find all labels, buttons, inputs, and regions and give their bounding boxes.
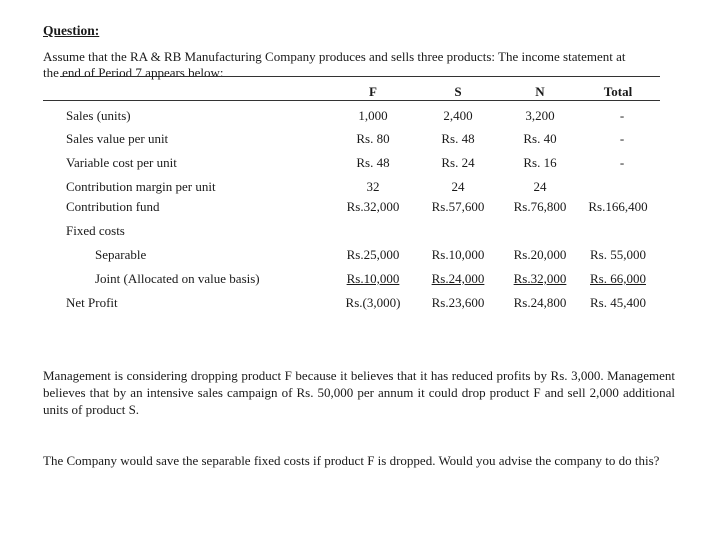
cell-joint-f: Rs.10,000 bbox=[346, 271, 400, 286]
row-label-contribution-margin: Contribution margin per unit bbox=[66, 179, 216, 194]
cell-contribution-margin-n: 24 bbox=[533, 179, 547, 194]
cell-contribution-fund-f: Rs.32,000 bbox=[346, 199, 400, 214]
row-label-sales-value: Sales value per unit bbox=[66, 131, 169, 146]
cell-joint-total: Rs. 66,000 bbox=[590, 271, 646, 286]
cell-net-profit-f: Rs.(3,000) bbox=[345, 295, 401, 310]
column-header-n: N bbox=[535, 84, 545, 99]
cell-sales-units-total: - bbox=[619, 108, 625, 123]
cell-sales-value-f: Rs. 80 bbox=[356, 131, 390, 146]
row-label-joint: Joint (Allocated on value basis) bbox=[95, 271, 260, 286]
intro-line-2: the end of Period 7 appears below: bbox=[43, 65, 224, 80]
cell-sales-value-total: - bbox=[619, 131, 625, 146]
cell-joint-n: Rs.32,000 bbox=[513, 271, 567, 286]
cell-contribution-fund-total: Rs.166,400 bbox=[588, 199, 648, 214]
column-header-s: S bbox=[454, 84, 462, 99]
question-heading: Question: bbox=[43, 23, 100, 38]
row-label-net-profit: Net Profit bbox=[66, 295, 118, 310]
cell-separable-s: Rs.10,000 bbox=[431, 247, 485, 262]
paragraph-management: Management is considering dropping product F because it believes that it has reduced profits by Rs. 3,000. Management believes that by an intensive sales campaign of Rs. 50,000 per annum it could drop product F and sell 2,000 additional units of product S. bbox=[43, 368, 675, 417]
row-label-contribution-fund: Contribution fund bbox=[66, 199, 160, 214]
cell-sales-value-s: Rs. 48 bbox=[441, 131, 475, 146]
cell-contribution-fund-n: Rs.76,800 bbox=[513, 199, 567, 214]
cell-variable-cost-f: Rs. 48 bbox=[356, 155, 390, 170]
row-label-separable: Separable bbox=[95, 247, 147, 262]
paragraph-question: The Company would save the separable fixed costs if product F is dropped. Would you advise the company to do this? bbox=[43, 453, 660, 468]
cell-sales-units-n: 3,200 bbox=[525, 108, 555, 123]
cell-contribution-fund-s: Rs.57,600 bbox=[431, 199, 485, 214]
row-label-variable-cost: Variable cost per unit bbox=[66, 155, 177, 170]
row-label-fixed-costs: Fixed costs bbox=[66, 223, 125, 238]
intro-line-1: Assume that the RA & RB Manufacturing Company produces and sells three products: The income statement at bbox=[43, 49, 626, 64]
cell-contribution-margin-s: 24 bbox=[451, 179, 465, 194]
table-header-rule bbox=[43, 100, 660, 101]
cell-variable-cost-s: Rs. 24 bbox=[441, 155, 475, 170]
cell-net-profit-n: Rs.24,800 bbox=[513, 295, 567, 310]
cell-variable-cost-total: - bbox=[619, 155, 625, 170]
cell-contribution-margin-f: 32 bbox=[366, 179, 380, 194]
cell-variable-cost-n: Rs. 16 bbox=[523, 155, 557, 170]
table-top-rule bbox=[60, 76, 660, 77]
cell-sales-value-n: Rs. 40 bbox=[523, 131, 557, 146]
cell-separable-f: Rs.25,000 bbox=[346, 247, 400, 262]
cell-sales-units-s: 2,400 bbox=[443, 108, 473, 123]
cell-separable-total: Rs. 55,000 bbox=[590, 247, 646, 262]
cell-separable-n: Rs.20,000 bbox=[513, 247, 567, 262]
cell-net-profit-total: Rs. 45,400 bbox=[590, 295, 646, 310]
column-header-f: F bbox=[369, 84, 377, 99]
row-label-sales-units: Sales (units) bbox=[66, 108, 131, 123]
column-header-total: Total bbox=[603, 84, 633, 99]
cell-joint-s: Rs.24,000 bbox=[431, 271, 485, 286]
cell-net-profit-s: Rs.23,600 bbox=[431, 295, 485, 310]
cell-sales-units-f: 1,000 bbox=[358, 108, 388, 123]
